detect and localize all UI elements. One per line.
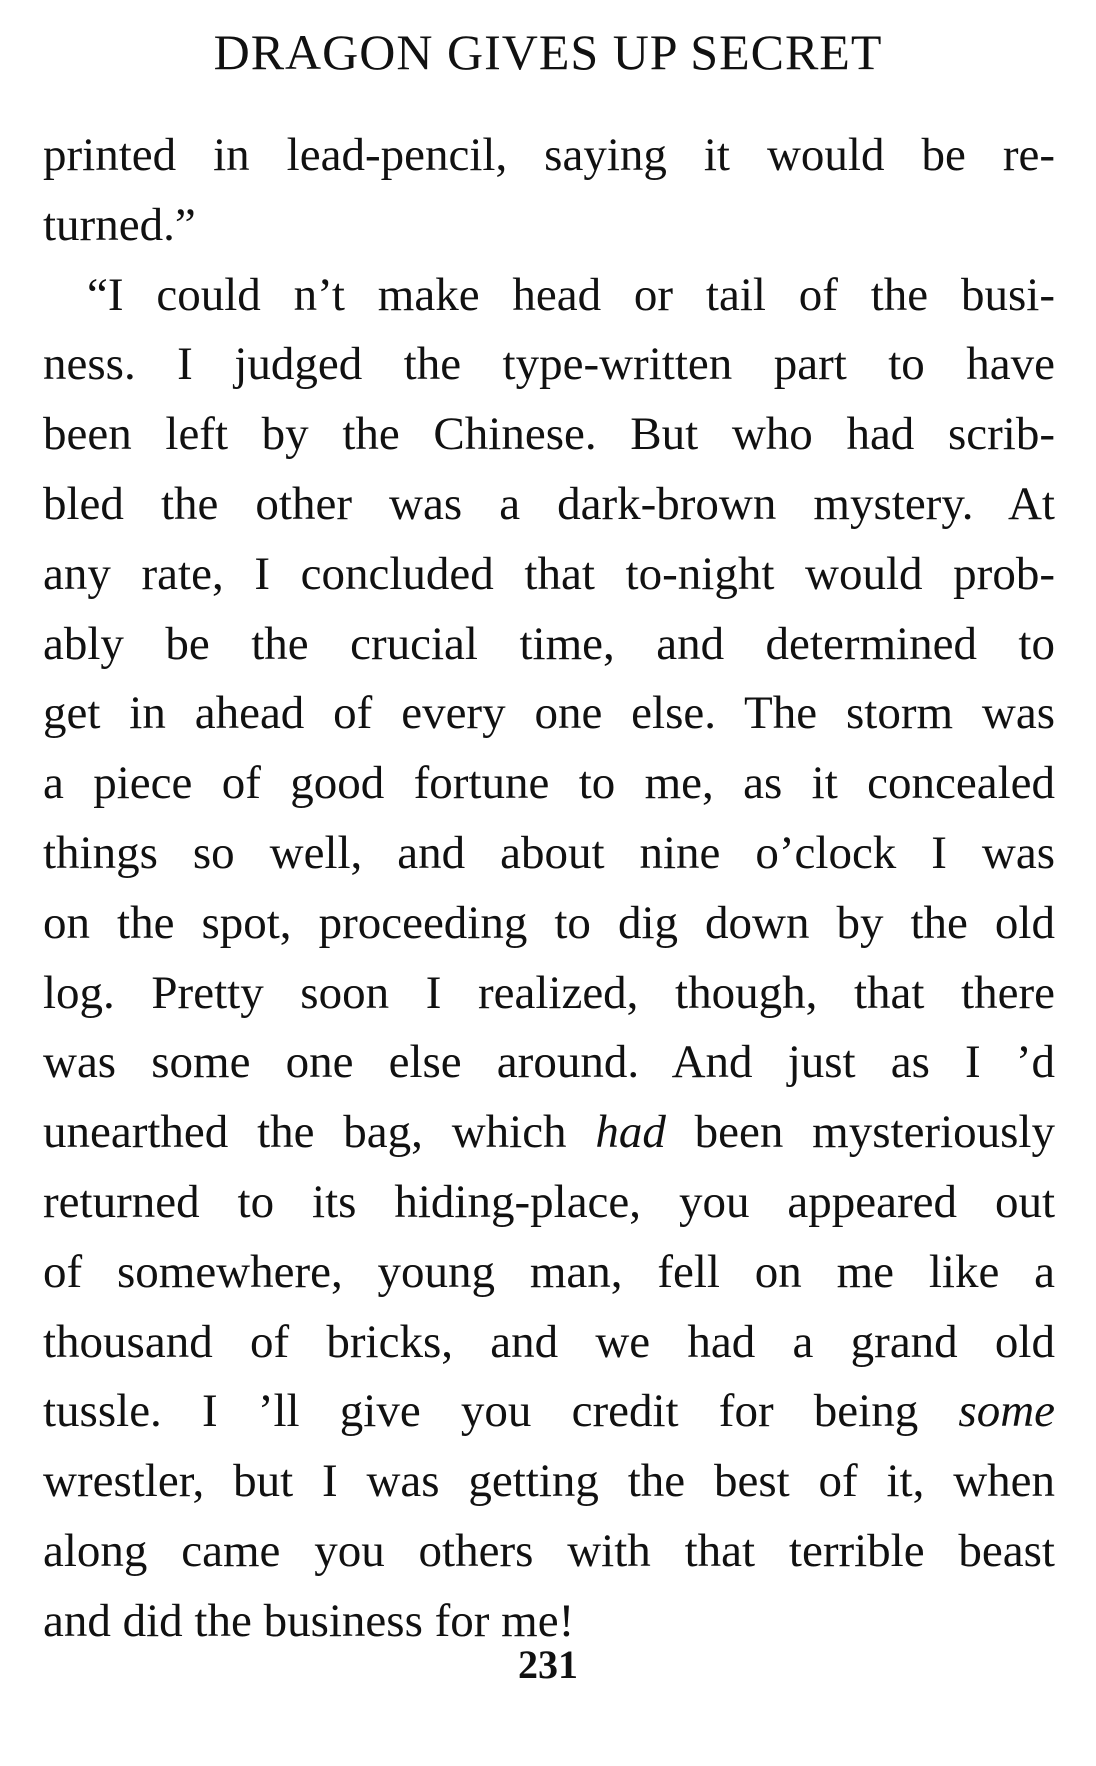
text-line: returned to its hiding-place, you appeared out bbox=[43, 1175, 1055, 1228]
text-line: was some one else around. And just as I ’d bbox=[43, 1036, 1055, 1089]
text-line: along came you others with that terrible beast bbox=[43, 1524, 1055, 1577]
text-run: tussle. I ’ll give you credit for being bbox=[43, 1385, 959, 1438]
text-line: any rate, I concluded that to-night would prob- bbox=[43, 547, 1055, 600]
running-head: DRAGON GIVES UP SECRET bbox=[213, 24, 883, 80]
text-line: on the spot, proceeding to dig down by the old bbox=[43, 896, 1055, 949]
text-line: wrestler, but I was getting the best of it, when bbox=[43, 1455, 1055, 1508]
text-line: printed in lead-pencil, saying it would be re- bbox=[43, 129, 1055, 181]
text-run: unearthed the bag, which bbox=[43, 1106, 596, 1159]
text-line: log. Pretty soon I realized, though, that there bbox=[43, 966, 1055, 1019]
text-line: bled the other was a dark-brown mystery. At bbox=[43, 477, 1055, 530]
text-line: “I could n’t make head or tail of the busi- bbox=[87, 268, 1055, 321]
text-line: turned.” bbox=[43, 198, 196, 251]
text-line bbox=[43, 1377, 1055, 1447]
italic-word: some bbox=[958, 1385, 1055, 1438]
text-line: been left by the Chinese. But who had scrib- bbox=[43, 408, 1055, 461]
text-line: a piece of good fortune to me, as it concealed bbox=[43, 757, 1055, 810]
text-line: thousand of bricks, and we had a grand old bbox=[43, 1315, 1055, 1368]
text-line bbox=[43, 1098, 1055, 1168]
text-line: things so well, and about nine o’clock I was bbox=[43, 826, 1055, 879]
body-text bbox=[43, 121, 1055, 1657]
page-number: 231 bbox=[518, 1642, 578, 1687]
text-line: get in ahead of every one else. The storm was bbox=[43, 687, 1055, 740]
text-run: been mysteriously bbox=[665, 1106, 1055, 1159]
italic-word: had bbox=[595, 1106, 666, 1159]
text-line: and did the business for me! bbox=[43, 1594, 575, 1647]
text-line: of somewhere, young man, fell on me like a bbox=[43, 1245, 1055, 1298]
text-line: ably be the crucial time, and determined to bbox=[43, 617, 1055, 670]
text-line: ness. I judged the type-written part to have bbox=[43, 338, 1055, 391]
